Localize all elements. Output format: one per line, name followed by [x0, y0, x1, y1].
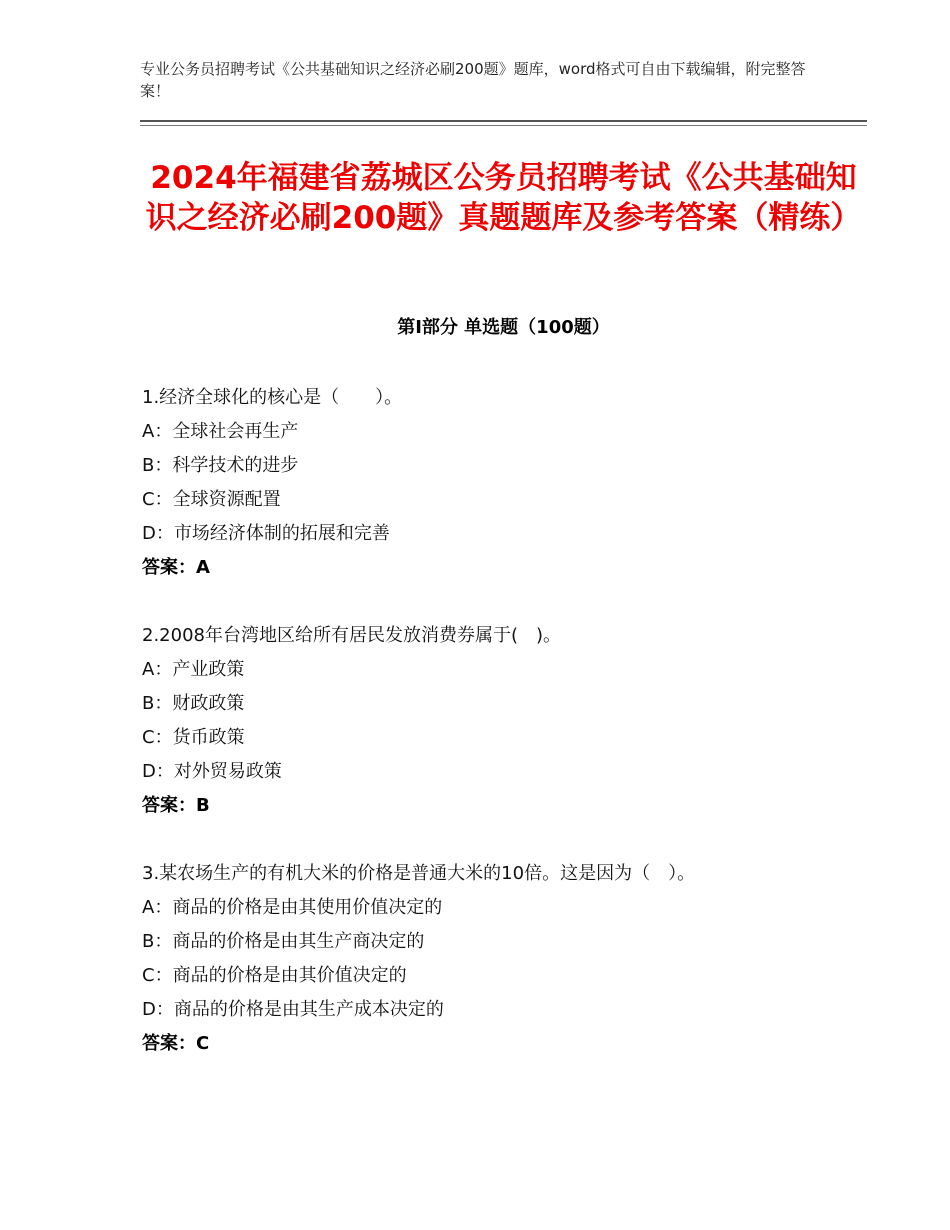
option-d: D：市场经济体制的拓展和完善	[142, 523, 390, 544]
question-item	[142, 857, 867, 1061]
option-b: B：科学技术的进步	[142, 455, 299, 476]
option-a: A：商品的价格是由其使用价值决定的	[142, 897, 443, 918]
answer: 答案：B	[142, 795, 210, 816]
question-item	[142, 619, 867, 823]
option-b: B：财政政策	[142, 693, 245, 714]
option-d: D：对外贸易政策	[142, 761, 282, 782]
section-title: 第Ⅰ部分 单选题（100题）	[397, 317, 610, 338]
option-c: C：货币政策	[142, 727, 245, 748]
question-stem: 1.经济全球化的核心是（ ）。	[142, 387, 403, 408]
header-note: 专业公务员招聘考试《公共基础知识之经济必刷200题》题库，word格式可自由下载编辑，附完整答案！	[140, 60, 806, 100]
question-stem: 3.某农场生产的有机大米的价格是普通大米的10倍。这是因为（ ）。	[142, 863, 696, 884]
option-a: A：产业政策	[142, 659, 245, 680]
question-item	[142, 381, 867, 585]
option-a: A：全球社会再生产	[142, 421, 299, 442]
answer: 答案：C	[142, 1033, 210, 1054]
option-c: C：全球资源配置	[142, 489, 281, 510]
question-stem: 2.2008年台湾地区给所有居民发放消费券属于( )。	[142, 625, 562, 646]
option-c: C：商品的价格是由其价值决定的	[142, 965, 407, 986]
question-list	[142, 381, 867, 1095]
answer: 答案：A	[142, 557, 210, 578]
header-divider-thick	[140, 120, 867, 122]
option-b: B：商品的价格是由其生产商决定的	[142, 931, 425, 952]
document-title: 2024年福建省荔城区公务员招聘考试《公共基础知识之经济必刷200题》真题题库及参考答案（精练）	[145, 160, 862, 236]
header-divider-thin	[140, 125, 867, 126]
option-d: D：商品的价格是由其生产成本决定的	[142, 999, 444, 1020]
